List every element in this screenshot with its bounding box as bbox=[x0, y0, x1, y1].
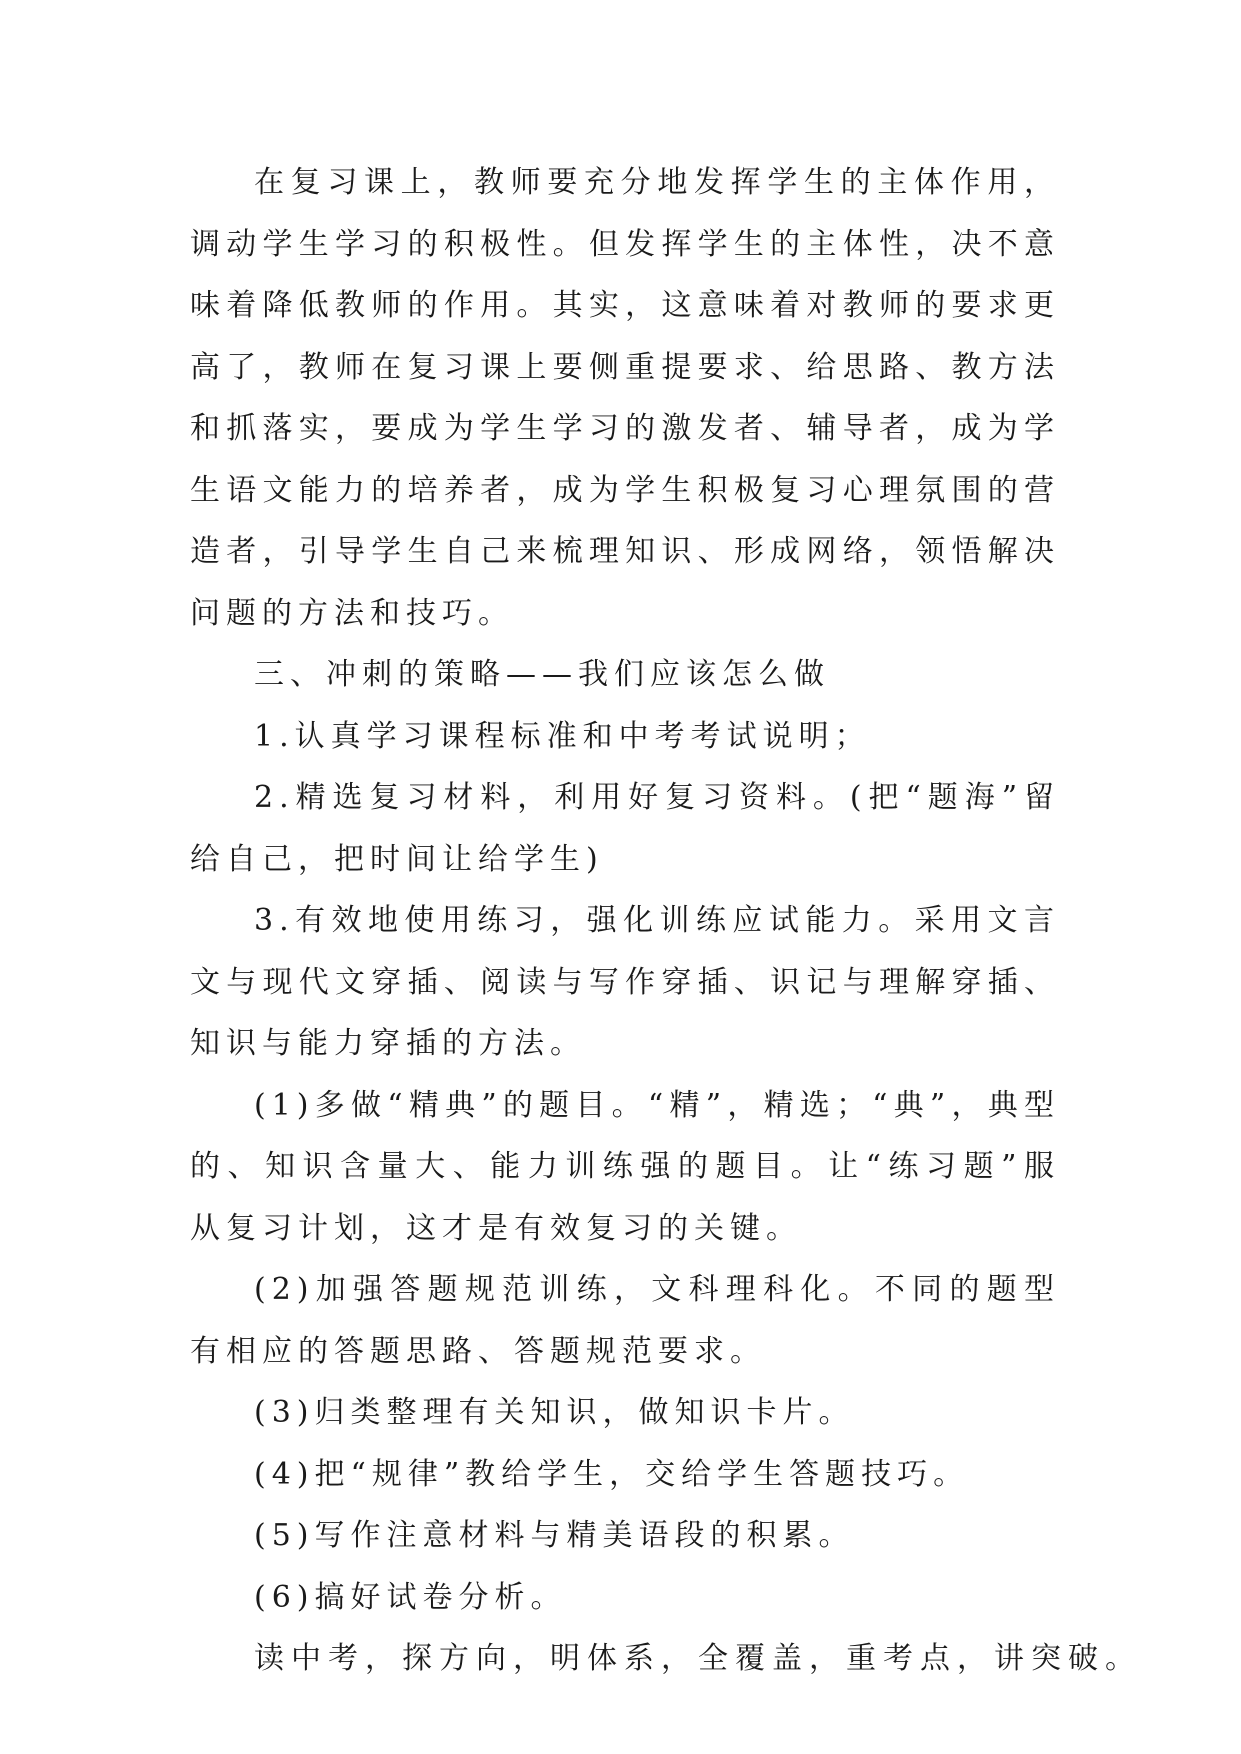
closing-summary: 读中考，探方向，明体系，全覆盖，重考点，讲突破。 bbox=[254, 1641, 1142, 1676]
sub-item-3: (3)归类整理有关知识，做知识卡片。 bbox=[254, 1395, 855, 1430]
sub-item-1: (1)多做“精典”的题目。“精”，精选；“典”，典型的、知识含量大、能力训练强的题目。让“练习题”服从复习计划，这才是有效复习的关键。 bbox=[190, 1087, 1060, 1246]
document-body bbox=[190, 152, 1142, 1690]
list-item-2: 2.精选复习材料，利用好复习资料。(把“题海”留给自己，把时间让给学生) bbox=[190, 780, 1060, 877]
list-item-3: 3.有效地使用练习，强化训练应试能力。采用文言文与现代文穿插、阅读与写作穿插、识记与理解穿插、知识与能力穿插的方法。 bbox=[190, 903, 1060, 1061]
sub-item-5: (5)写作注意材料与精美语段的积累。 bbox=[254, 1518, 855, 1553]
paragraph-teacher-role: 在复习课上，教师要充分地发挥学生的主体作用，调动学生学习的积极性。但发挥学生的主体性，决不意味着降低教师的作用。其实，这意味着对教师的要求更高了，教师在复习课上要侧重提要求、给思路、教方法和抓落实，要成为学生学习的激发者、辅导者，成为学生语文能力的培养者，成为学生积极复习心理氛围的营造者，引导学生自己来梳理知识、形成网络，领悟解决问题的方法和技巧。 bbox=[190, 165, 1060, 631]
section-heading-strategy: 三、冲刺的策略——我们应该怎么做 bbox=[254, 657, 830, 692]
sub-item-4: (4)把“规律”教给学生，交给学生答题技巧。 bbox=[254, 1456, 970, 1492]
list-item-1: 1.认真学习课程标准和中考考试说明； bbox=[254, 718, 871, 754]
sub-item-6: (6)搞好试卷分析。 bbox=[254, 1579, 567, 1615]
sub-item-2: (2)加强答题规范训练，文科理科化。不同的题型有相应的答题思路、答题规范要求。 bbox=[190, 1272, 1060, 1369]
